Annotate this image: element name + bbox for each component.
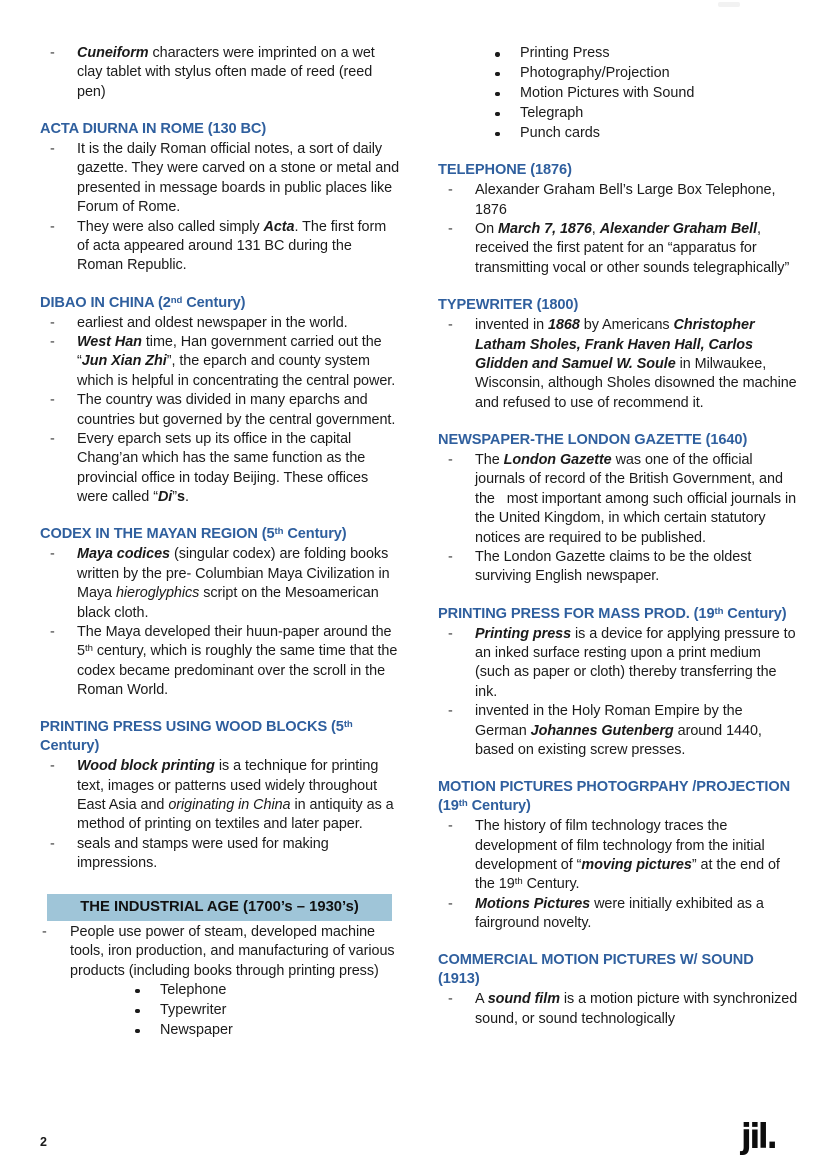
list-item: Punch cards xyxy=(438,124,798,144)
list-item: - invented in 1868 by Americans Christopher Latham Sholes, Frank Haven Hall, Carlos Glidden and Samuel W. Soule in Milwaukee, Wisconsin, although Sholes disowned the machine and refused to use of recommend it. xyxy=(438,316,798,413)
list-item: - Alexander Graham Bell’s Large Box Telephone, 1876 xyxy=(438,181,798,220)
banner-the-industrial-age: THE INDUSTRIAL AGE (1700’s – 1930’s) xyxy=(47,894,392,921)
industrial-age-sub-bullet-list xyxy=(40,981,400,1041)
heading-telephone: TELEPHONE (1876) xyxy=(438,162,572,179)
list-item: - The London Gazette was one of the official journals of record of the British Government, and the most important among such official journals in the United Kingdom, in which certain statutory notices are required to be published. xyxy=(438,451,798,548)
list-item: Printing Press xyxy=(438,44,798,64)
list-item: Telegraph xyxy=(438,104,798,124)
heading-printing-press-wood-blocks: PRINTING PRESS USING WOOD BLOCKS (5th Century) xyxy=(40,719,353,755)
industrial-age-bullet-list xyxy=(40,923,400,981)
dibao-bullet-list xyxy=(40,314,400,508)
industrial-age-sub-bullet-list-continued xyxy=(438,44,798,143)
list-item: - Every eparch sets up its office in the capital Chang’an which has the same function as the provincial office in today Beijing. These offices were called “Di”s. xyxy=(40,430,400,508)
list-item: - The London Gazette claims to be the oldest surviving English newspaper. xyxy=(438,548,798,587)
list-item: - It is the daily Roman official notes, a sort of daily gazette. They were carved on a stone or metal and presented in message boards in public places like Forum of Rome. xyxy=(40,140,400,218)
list-item: - Printing press is a device for applying pressure to an inked surface resting upon a print medium (such as paper or cloth) thereby transferring the ink. xyxy=(438,625,798,703)
list-item: Photography/Projection xyxy=(438,64,798,84)
wood-block-bullet-list xyxy=(40,757,400,873)
list-item: Motion Pictures with Sound xyxy=(438,84,798,104)
heading-acta-diurna: ACTA DIURNA IN ROME (130 BC) xyxy=(40,121,267,138)
typewriter-bullet-list xyxy=(438,316,798,413)
list-item: - invented in the Holy Roman Empire by the German Johannes Gutenberg around 1440, based on existing screw presses. xyxy=(438,702,798,760)
heading-typewriter: TYPEWRITER (1800) xyxy=(438,297,579,314)
list-item: - They were also called simply Acta. The first form of acta appeared around 131 BC during the Roman Republic. xyxy=(40,218,400,276)
list-item: Typewriter xyxy=(40,1001,400,1021)
mass-production-bullet-list xyxy=(438,625,798,761)
list-item: - A sound film is a motion picture with synchronized sound, or sound technologically xyxy=(438,990,798,1029)
sound-film-bullet-list xyxy=(438,990,798,1029)
list-item: - The country was divided in many eparchs and countries but governed by the central government. xyxy=(40,391,400,430)
heading-newspaper-london-gazette: NEWSPAPER-THE LONDON GAZETTE (1640) xyxy=(438,432,748,449)
cuneiform-bullet-list xyxy=(40,44,400,102)
page-number: 2 xyxy=(40,1135,47,1149)
list-item: - Wood block printing is a technique for printing text, images or patterns used widely throughout East Asia and originating in China in antiquity as a method of printing on textiles and later paper. xyxy=(40,757,400,835)
london-gazette-bullet-list xyxy=(438,451,798,587)
heading-printing-press-mass-production: PRINTING PRESS FOR MASS PROD. (19th Century) xyxy=(438,605,787,622)
list-item: - The Maya developed their huun-paper around the 5th century, which is roughly the same time that the codex became predominant over the scroll in the Roman World. xyxy=(40,623,400,701)
heading-dibao-in-china: DIBAO IN CHINA (2nd Century) xyxy=(40,294,246,311)
list-item: - Maya codices (singular codex) are folding books written by the pre- Columbian Maya Civilization in Maya hieroglyphics script on the Mesoamerican black cloth. xyxy=(40,545,400,623)
heading-commercial-motion-pictures-sound: COMMERCIAL MOTION PICTURES W/ SOUND (1913) xyxy=(438,952,754,988)
list-item: - earliest and oldest newspaper in the world. xyxy=(40,314,400,333)
acta-diurna-bullet-list xyxy=(40,140,400,276)
list-item: Telephone xyxy=(40,981,400,1001)
list-item: - The history of film technology traces the development of film technology from the initial development of “moving pictures” at the end of the 19th Century. xyxy=(438,817,798,895)
list-item: - West Han time, Han government carried out the “Jun Xian Zhi”, the eparch and county system which is helpful in concentrating the central power. xyxy=(40,333,400,391)
list-item: - seals and stamps were used for making impressions. xyxy=(40,835,400,874)
list-item: - On March 7, 1876, Alexander Graham Bell, received the first patent for an “apparatus for transmitting vocal or other sounds telegraphically” xyxy=(438,220,798,278)
right-column xyxy=(438,44,798,1041)
motion-pictures-bullet-list xyxy=(438,817,798,933)
list-item: - Cuneiform characters were imprinted on a wet clay tablet with stylus often made of reed (reed pen) xyxy=(40,44,400,102)
jil-logo: jil. xyxy=(741,1117,776,1157)
two-column-body xyxy=(0,44,828,1041)
codex-bullet-list xyxy=(40,545,400,700)
list-item: Newspaper xyxy=(40,1021,400,1041)
telephone-bullet-list xyxy=(438,181,798,278)
left-column xyxy=(40,44,400,1041)
heading-motion-pictures-photography: MOTION PICTURES PHOTOGRPAHY /PROJECTION (19th Century) xyxy=(438,779,791,815)
list-item: - Motions Pictures were initially exhibited as a fairground novelty. xyxy=(438,895,798,934)
list-item: - People use power of steam, developed machine tools, iron production, and manufacturing of various products (including books through printing press) xyxy=(40,923,400,981)
scan-artifact xyxy=(718,2,740,7)
heading-codex-mayan-region: CODEX IN THE MAYAN REGION (5th Century) xyxy=(40,526,347,543)
